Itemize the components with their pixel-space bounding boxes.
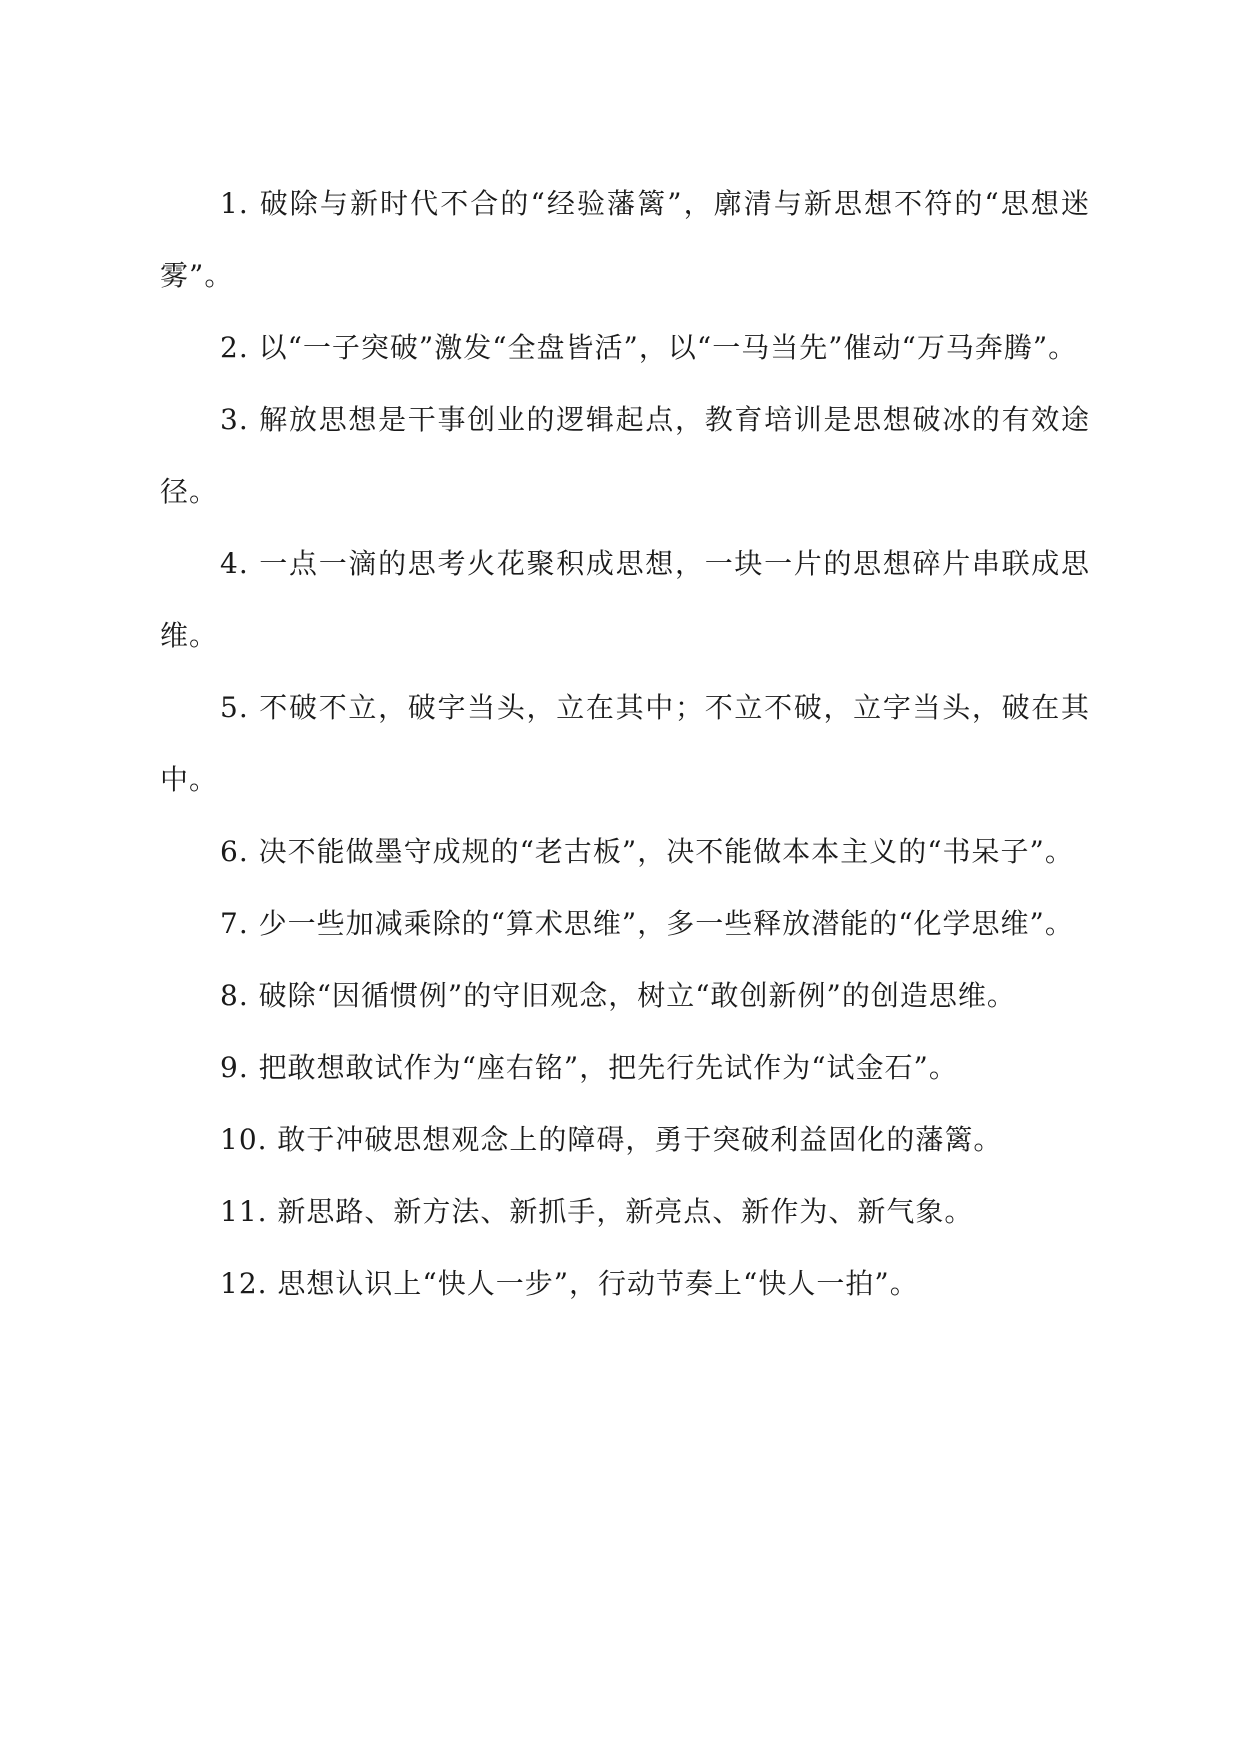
paragraph-7: 7. 少一些加减乘除的“算术思维”，多一些释放潜能的“化学思维”。 bbox=[220, 907, 1074, 940]
paragraph-3: 3. 解放思想是干事创业的逻辑起点，教育培训是思想破冰的有效途径。 bbox=[160, 403, 1090, 508]
paragraph-5: 5. 不破不立，破字当头，立在其中；不立不破，立字当头，破在其中。 bbox=[160, 691, 1090, 796]
paragraph-6: 6. 决不能做墨守成规的“老古板”，决不能做本本主义的“书呆子”。 bbox=[220, 835, 1074, 868]
paragraph-2: 2. 以“一子突破”激发“全盘皆活”，以“一马当先”催动“万马奔腾”。 bbox=[220, 331, 1078, 364]
paragraph-10: 10. 敢于冲破思想观念上的障碍，勇于突破利益固化的藩篱。 bbox=[220, 1123, 1003, 1156]
paragraph-8: 8. 破除“因循惯例”的守旧观念，树立“敢创新例”的创造思维。 bbox=[220, 979, 1016, 1012]
paragraph-12: 12. 思想认识上“快人一步”，行动节奏上“快人一拍”。 bbox=[220, 1267, 919, 1300]
document-body bbox=[160, 168, 1090, 1320]
paragraph-9: 9. 把敢想敢试作为“座右铭”，把先行先试作为“试金石”。 bbox=[220, 1051, 958, 1084]
paragraph-1: 1. 破除与新时代不合的“经验藩篱”，廓清与新思想不符的“思想迷雾”。 bbox=[160, 187, 1090, 292]
paragraph-11: 11. 新思路、新方法、新抓手，新亮点、新作为、新气象。 bbox=[220, 1195, 974, 1228]
paragraph-4: 4. 一点一滴的思考火花聚积成思想，一块一片的思想碎片串联成思维。 bbox=[160, 547, 1090, 652]
